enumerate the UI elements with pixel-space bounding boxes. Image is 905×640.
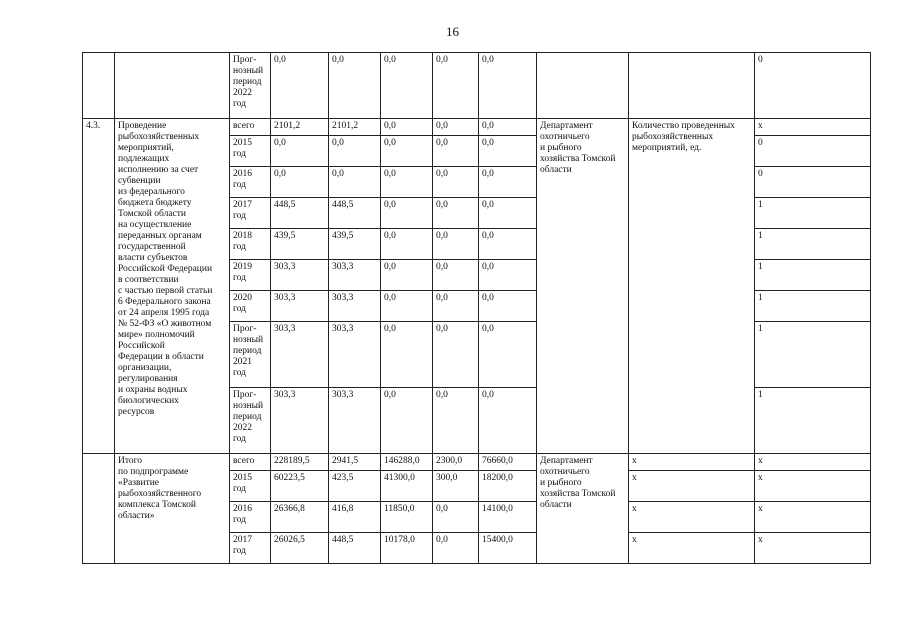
period-cell: 2018 год bbox=[230, 229, 271, 260]
value-cell: 0,0 bbox=[433, 167, 479, 198]
value-cell: 0,0 bbox=[479, 388, 537, 454]
period-cell: всего bbox=[230, 119, 271, 136]
total-name: Итого по подпрограмме «Развитие рыбохозяйственного комплекса Томской области» bbox=[115, 454, 230, 564]
cell-empty bbox=[115, 53, 230, 119]
value-cell: 0,0 bbox=[433, 291, 479, 322]
value-cell: 0,0 bbox=[433, 136, 479, 167]
value-cell: 41300,0 bbox=[381, 471, 433, 502]
value-cell: 0,0 bbox=[381, 322, 433, 388]
value-cell: 0,0 bbox=[433, 260, 479, 291]
period-cell: 2017 год bbox=[230, 533, 271, 564]
item-number: 4.3. bbox=[83, 119, 115, 454]
value-cell: 0,0 bbox=[479, 119, 537, 136]
value-cell: 303,3 bbox=[271, 260, 329, 291]
value-cell: 0,0 bbox=[479, 53, 537, 119]
period-cell: 2015 год bbox=[230, 136, 271, 167]
value-cell: 0,0 bbox=[271, 167, 329, 198]
value-cell: 0,0 bbox=[433, 322, 479, 388]
value-cell: 2101,2 bbox=[329, 119, 381, 136]
value-cell: 10178,0 bbox=[381, 533, 433, 564]
indicator-cell: Количество проведенных рыбохозяйственных мероприятий, ед. bbox=[629, 119, 755, 454]
period-cell: 2020 год bbox=[230, 291, 271, 322]
indicator-value-cell: 1 bbox=[755, 291, 871, 322]
value-cell: 0,0 bbox=[381, 167, 433, 198]
period-cell: Прог- нозный период 2021 год bbox=[230, 322, 271, 388]
indicator-value-cell: x bbox=[755, 533, 871, 564]
value-cell: 15400,0 bbox=[479, 533, 537, 564]
cell-empty bbox=[83, 454, 115, 564]
indicator-value-cell: x bbox=[755, 502, 871, 533]
executor-cell: Департамент охотничьего и рыбного хозяйства Томской области bbox=[537, 454, 629, 564]
indicator-value-cell: 1 bbox=[755, 322, 871, 388]
value-cell: 76660,0 bbox=[479, 454, 537, 471]
value-cell: 146288,0 bbox=[381, 454, 433, 471]
indicator-value-cell: 0 bbox=[755, 53, 871, 119]
period-cell: 2019 год bbox=[230, 260, 271, 291]
page-number: 16 bbox=[446, 24, 459, 39]
value-cell: 303,3 bbox=[329, 322, 381, 388]
period-cell: всего bbox=[230, 454, 271, 471]
cell-empty bbox=[83, 53, 115, 119]
value-cell: 448,5 bbox=[329, 198, 381, 229]
program-table bbox=[82, 52, 871, 564]
indicator-value-cell: 0 bbox=[755, 167, 871, 198]
value-cell: 228189,5 bbox=[271, 454, 329, 471]
item-name: Проведение рыбохозяйственных мероприятий, подлежащих исполнению за счет субвенции из федерального бюджета бюджету Томской области на осуществление переданных органам государственной власти субъектов Российской Федерации в соответствии с частью первой статьи 6 Федерального закона от 24 апреля 1995 года № 52-ФЗ «О животном мире» полномочий Российской Федерации в области организации, регулирования и охраны водных биологических ресурсов bbox=[115, 119, 230, 454]
period-cell: 2016 год bbox=[230, 167, 271, 198]
value-cell: 0,0 bbox=[381, 119, 433, 136]
value-cell: 303,3 bbox=[271, 322, 329, 388]
value-cell: 416,8 bbox=[329, 502, 381, 533]
value-cell: 0,0 bbox=[433, 533, 479, 564]
value-cell: 0,0 bbox=[271, 53, 329, 119]
value-cell: 0,0 bbox=[479, 291, 537, 322]
value-cell: 448,5 bbox=[329, 533, 381, 564]
value-cell: 2300,0 bbox=[433, 454, 479, 471]
value-cell: 26026,5 bbox=[271, 533, 329, 564]
value-cell: 60223,5 bbox=[271, 471, 329, 502]
value-cell: 303,3 bbox=[329, 388, 381, 454]
value-cell: 300,0 bbox=[433, 471, 479, 502]
value-cell: 0,0 bbox=[381, 198, 433, 229]
value-cell: 11850,0 bbox=[381, 502, 433, 533]
value-cell: 0,0 bbox=[479, 198, 537, 229]
value-cell: 14100,0 bbox=[479, 502, 537, 533]
indicator-cell: x bbox=[629, 533, 755, 564]
value-cell: 0,0 bbox=[381, 136, 433, 167]
value-cell: 0,0 bbox=[381, 229, 433, 260]
table-row bbox=[83, 53, 871, 119]
value-cell: 448,5 bbox=[271, 198, 329, 229]
value-cell: 0,0 bbox=[433, 53, 479, 119]
table-row bbox=[83, 454, 871, 471]
period-cell: 2016 год bbox=[230, 502, 271, 533]
value-cell: 303,3 bbox=[271, 291, 329, 322]
value-cell: 0,0 bbox=[381, 388, 433, 454]
indicator-value-cell: 1 bbox=[755, 198, 871, 229]
value-cell: 303,3 bbox=[271, 388, 329, 454]
value-cell: 0,0 bbox=[433, 119, 479, 136]
indicator-value-cell: x bbox=[755, 471, 871, 502]
value-cell: 26366,8 bbox=[271, 502, 329, 533]
value-cell: 303,3 bbox=[329, 260, 381, 291]
value-cell: 439,5 bbox=[271, 229, 329, 260]
value-cell: 0,0 bbox=[271, 136, 329, 167]
value-cell: 0,0 bbox=[381, 260, 433, 291]
executor-cell: Департамент охотничьего и рыбного хозяйства Томской области bbox=[537, 119, 629, 454]
cell-empty bbox=[537, 53, 629, 119]
indicator-value-cell: 0 bbox=[755, 136, 871, 167]
indicator-value-cell: 1 bbox=[755, 388, 871, 454]
period-cell: Прог- нозный период 2022 год bbox=[230, 388, 271, 454]
value-cell: 0,0 bbox=[433, 198, 479, 229]
value-cell: 439,5 bbox=[329, 229, 381, 260]
value-cell: 0,0 bbox=[329, 53, 381, 119]
indicator-value-cell: x bbox=[755, 454, 871, 471]
table-row bbox=[83, 119, 871, 136]
value-cell: 0,0 bbox=[479, 136, 537, 167]
period-cell: 2015 год bbox=[230, 471, 271, 502]
indicator-cell: x bbox=[629, 502, 755, 533]
value-cell: 0,0 bbox=[433, 229, 479, 260]
value-cell: 0,0 bbox=[381, 53, 433, 119]
value-cell: 18200,0 bbox=[479, 471, 537, 502]
period-cell: Прог- нозный период 2022 год bbox=[230, 53, 271, 119]
value-cell: 0,0 bbox=[479, 229, 537, 260]
value-cell: 0,0 bbox=[433, 388, 479, 454]
cell-empty bbox=[629, 53, 755, 119]
value-cell: 0,0 bbox=[381, 291, 433, 322]
value-cell: 0,0 bbox=[479, 322, 537, 388]
indicator-value-cell: 1 bbox=[755, 229, 871, 260]
period-cell: 2017 год bbox=[230, 198, 271, 229]
value-cell: 423,5 bbox=[329, 471, 381, 502]
value-cell: 0,0 bbox=[433, 502, 479, 533]
indicator-cell: x bbox=[629, 454, 755, 471]
value-cell: 0,0 bbox=[479, 167, 537, 198]
value-cell: 303,3 bbox=[329, 291, 381, 322]
indicator-value-cell: x bbox=[755, 119, 871, 136]
value-cell: 0,0 bbox=[329, 136, 381, 167]
indicator-value-cell: 1 bbox=[755, 260, 871, 291]
indicator-cell: x bbox=[629, 471, 755, 502]
value-cell: 0,0 bbox=[329, 167, 381, 198]
value-cell: 0,0 bbox=[479, 260, 537, 291]
value-cell: 2941,5 bbox=[329, 454, 381, 471]
value-cell: 2101,2 bbox=[271, 119, 329, 136]
